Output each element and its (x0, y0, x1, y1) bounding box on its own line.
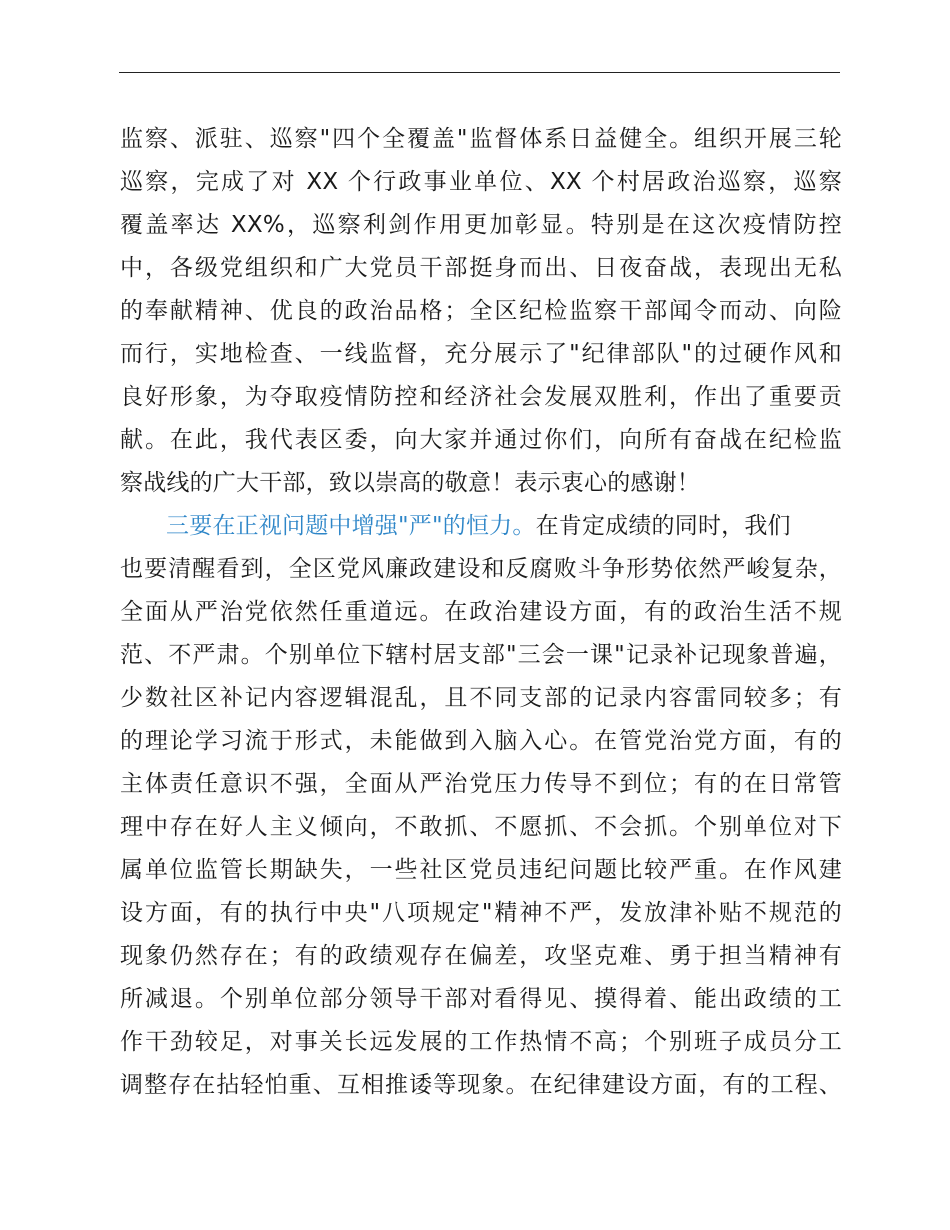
text-line: 范、不严肃。个别单位下辖村居支部"三会一课"记录补记现象普遍， (120, 642, 842, 668)
text-line: 属单位监管长期缺失，一些社区党员违纪问题比较严重。在作风建 (120, 857, 842, 883)
text-line: 作干劲较足，对事关长远发展的工作热情不高；个别班子成员分工 (120, 1029, 842, 1055)
text-line: 现象仍然存在；有的政绩观存在偏差，攻坚克难、勇于担当精神有 (120, 943, 842, 969)
heading-line-rest: 在肯定成绩的同时，我们 (535, 513, 791, 539)
text-line: 调整存在拈轻怕重、互相推诿等现象。在纪律建设方面，有的工程、 (120, 1072, 842, 1098)
text-line: 也要清醒看到，全区党风廉政建设和反腐败斗争形势依然严峻复杂， (120, 556, 842, 582)
text-line: 覆盖率达 XX%，巡察利剑作用更加彰显。特别是在这次疫情防控 (120, 212, 842, 238)
text-line: 主体责任意识不强，全面从严治党压力传导不到位；有的在日常管 (120, 771, 842, 797)
text-line: 全面从严治党依然任重道远。在政治建设方面，有的政治生活不规 (120, 599, 842, 625)
text-line: 的奉献精神、优良的政治品格；全区纪检监察干部闻令而动、向险 (120, 298, 842, 324)
text-line: 所减退。个别单位部分领导干部对看得见、摸得着、能出政绩的工 (120, 986, 842, 1012)
paragraph-2 (120, 505, 842, 1107)
text-line: 监察、派驻、巡察"四个全覆盖"监督体系日益健全。组织开展三轮 (120, 126, 842, 152)
text-line: 理中存在好人主义倾向，不敢抓、不愿抓、不会抓。个别单位对下 (120, 814, 842, 840)
text-line: 而行，实地检查、一线监督，充分展示了"纪律部队"的过硬作风和 (120, 341, 842, 367)
text-line: 巡察，完成了对 XX 个行政事业单位、XX 个村居政治巡察，巡察 (120, 169, 842, 195)
section-heading: 三要在正视问题中增强"严"的恒力。 (166, 513, 536, 539)
text-line: 献。在此，我代表区委，向大家并通过你们，向所有奋战在纪检监 (120, 427, 842, 453)
body-text (120, 118, 842, 1107)
paragraph-1 (120, 118, 842, 505)
text-line: 的理论学习流于形式，未能做到入脑入心。在管党治党方面，有的 (120, 728, 842, 754)
text-line: 少数社区补记内容逻辑混乱，且不同支部的记录内容雷同较多；有 (120, 685, 842, 711)
text-line: 设方面，有的执行中央"八项规定"精神不严，发放津补贴不规范的 (120, 900, 842, 926)
text-line: 中，各级党组织和广大党员干部挺身而出、日夜奋战，表现出无私 (120, 255, 842, 281)
paragraph-first-line (120, 505, 842, 548)
text-line: 良好形象，为夺取疫情防控和经济社会发展双胜利，作出了重要贡 (120, 384, 842, 410)
text-line: 察战线的广大干部，致以崇高的敬意！表示衷心的感谢！ (120, 470, 700, 496)
header-rule (119, 72, 840, 73)
